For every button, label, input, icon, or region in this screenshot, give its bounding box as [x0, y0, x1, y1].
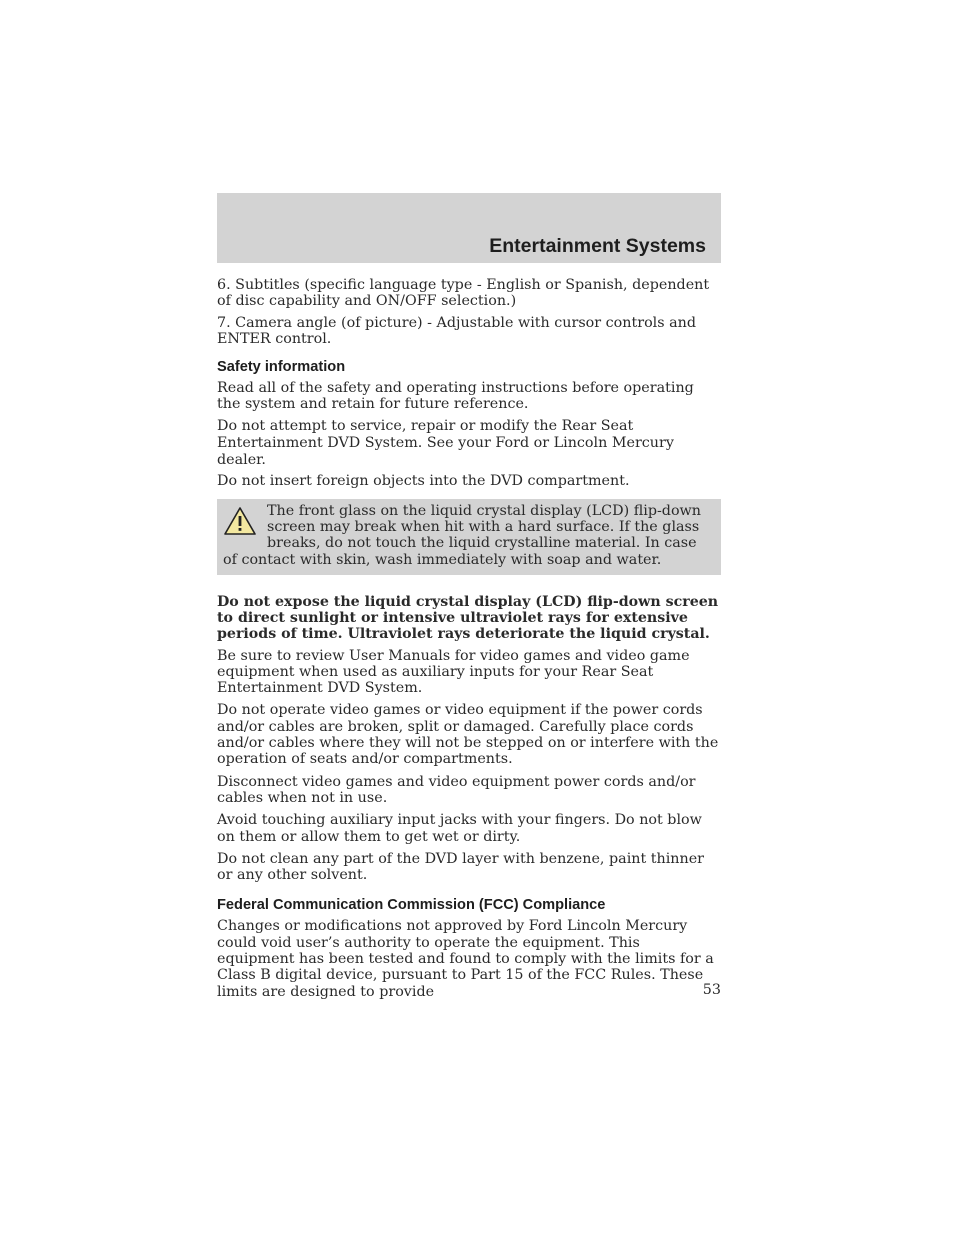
list-item-subtitles: 6. Subtitles (specific language type - English or Spanish, dependent of disc capability and ON/OFF selection.) [217, 277, 710, 310]
safety-paragraph-3: Do not insert foreign objects into the DVD compartment. [217, 473, 630, 490]
safety-paragraph-2: Do not attempt to service, repair or modify the Rear Seat Entertainment DVD System. See your Ford or Lincoln Mercury dealer. [217, 417, 674, 469]
warning-box [217, 499, 721, 575]
warning-text: The front glass on the liquid crystal display (LCD) flip-down screen may break when hit with a hard surface. If the glass breaks, do not touch the liquid crystalline material. In case of contact with skin, wash immediately with soap and water. [223, 502, 702, 568]
disconnect-paragraph: Disconnect video games and video equipment power cords and/or cables when not in use. [217, 773, 696, 806]
safety-paragraph-1: Read all of the safety and operating instructions before operating the system and retain for future reference. [217, 380, 694, 413]
fcc-heading: Federal Communication Commission (FCC) Compliance [217, 897, 606, 914]
list-item-camera-angle: 7. Camera angle (of picture) - Adjustable with cursor controls and ENTER control. [217, 314, 697, 347]
power-cords-paragraph: Do not operate video games or video equipment if the power cords and/or cables are broken, split or damaged. Carefully place cords and/or cables where they will not be stepped on or interfere with the operation of seats and/or compartments. [217, 702, 719, 768]
fcc-paragraph: Changes or modifications not approved by Ford Lincoln Mercury could void user’s authority to operate the equipment. This equipment has been tested and found to comply with the limits for a Class B digital device, pursuant to Part 15 of the FCC Rules. These limits are designed to provide [217, 918, 714, 1000]
page-body [217, 277, 721, 1000]
section-title: Entertainment Systems [489, 235, 706, 257]
cleaning-paragraph: Do not clean any part of the DVD layer with benzene, paint thinner or any other solvent. [217, 850, 705, 884]
section-header [217, 193, 721, 263]
lcd-sunlight-notice: Do not expose the liquid crystal display (LCD) flip-down screen to direct sunlight or intensive ultraviolet rays for extensive periods of time. Ultraviolet rays deteriorate the liquid crystal. [217, 593, 719, 643]
safety-heading: Safety information [217, 359, 346, 376]
user-manuals-paragraph: Be sure to review User Manuals for video games and video game equipment when used as auxiliary inputs for your Rear Seat Entertainment DVD System. [217, 647, 690, 697]
warning-triangle-icon [223, 506, 257, 536]
page-number: 53 [702, 982, 721, 998]
input-jacks-paragraph: Avoid touching auxiliary input jacks with your fingers. Do not blow on them or allow them to get wet or dirty. [217, 812, 702, 845]
